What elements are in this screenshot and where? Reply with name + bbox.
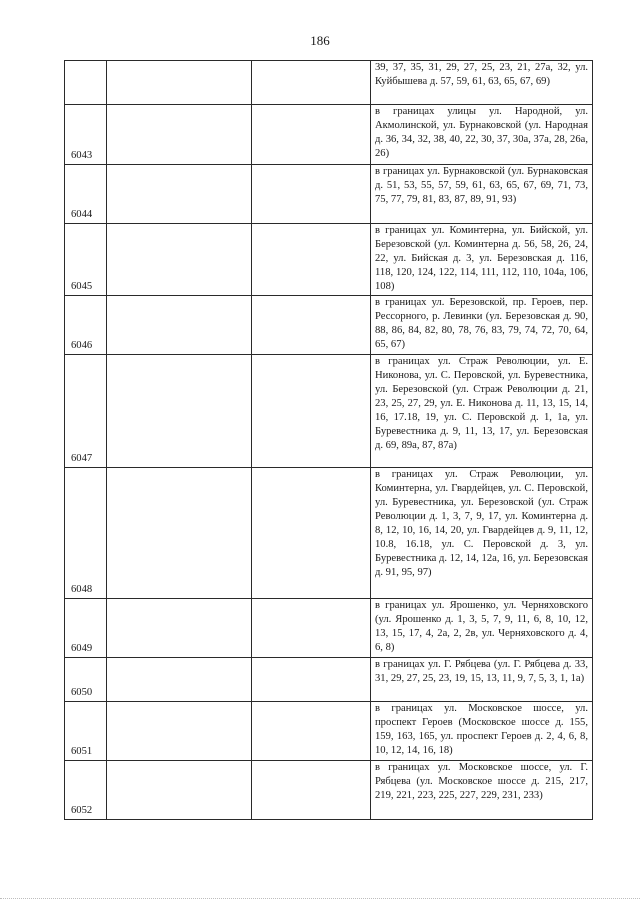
station-number-cell: 6050 bbox=[65, 658, 107, 702]
table-body bbox=[65, 61, 593, 820]
empty-cell bbox=[107, 105, 252, 165]
empty-cell bbox=[107, 599, 252, 658]
empty-cell bbox=[252, 296, 371, 355]
empty-cell bbox=[252, 355, 371, 468]
station-number-cell: 6052 bbox=[65, 761, 107, 820]
boundary-description-cell: в границах ул. Бурнаковской (ул. Бурнаковская д. 51, 53, 55, 57, 59, 61, 63, 65, 67, 69, 71, 73, 75, 77, 79, 81, 83, 87, 89, 91, 93) bbox=[371, 165, 593, 224]
empty-cell bbox=[107, 165, 252, 224]
empty-cell bbox=[107, 355, 252, 468]
empty-cell bbox=[252, 224, 371, 296]
boundary-description-cell: в границах ул. Страж Революции, ул. Е. Никонова, ул. С. Перовской, ул. Буревестника, ул. Березовской (ул. Страж Революции д. 21, 23, 25, 27, 29, ул. Е. Никонова д. 11, 13, 15, 14, 16, 17.18, 19, ул. С. Перовской д. 1, 1а, ул. Буревестника д. 9, 11, 13, 17, ул. Березовская д. 69, 89а, 87, 87а) bbox=[371, 355, 593, 468]
empty-cell bbox=[252, 468, 371, 599]
boundary-description-cell: в границах ул. Ярошенко, ул. Черняховского (ул. Ярошенко д. 1, 3, 5, 7, 9, 11, 6, 8, 10, 12, 13, 15, 17, 4, 2а, 2, 2в, ул. Черняховского д. 4, 6, 8) bbox=[371, 599, 593, 658]
station-number-cell: 6049 bbox=[65, 599, 107, 658]
empty-cell bbox=[252, 702, 371, 761]
table-row bbox=[65, 702, 593, 761]
table-row bbox=[65, 468, 593, 599]
scan-edge-line bbox=[0, 898, 640, 899]
empty-cell bbox=[107, 761, 252, 820]
station-number-cell: 6044 bbox=[65, 165, 107, 224]
station-number-cell: 6043 bbox=[65, 105, 107, 165]
empty-cell bbox=[252, 658, 371, 702]
table-row bbox=[65, 224, 593, 296]
boundary-description-cell: 39, 37, 35, 31, 29, 27, 25, 23, 21, 27а, 32, ул. Куйбышева д. 57, 59, 61, 63, 65, 67, 69) bbox=[371, 61, 593, 105]
boundary-description-cell: в границах ул. Московское шоссе, ул. Г. Рябцева (ул. Московское шоссе д. 215, 217, 219, 221, 223, 225, 227, 229, 231, 233) bbox=[371, 761, 593, 820]
empty-cell bbox=[252, 165, 371, 224]
empty-cell bbox=[252, 105, 371, 165]
empty-cell bbox=[252, 761, 371, 820]
empty-cell bbox=[107, 61, 252, 105]
boundary-description-cell: в границах ул. Страж Революции, ул. Коминтерна, ул. Гвардейцев, ул. С. Перовской, ул. Буревестника, ул. Березовской (ул. Страж Революции д. 1, 3, 7, 9, 17, ул. Коминтерна д. 8, 12, 10, 16, 14, 20, ул. Гвардейцев д. 9, 11, 12, 10.8, 16.18, ул. С. Перовской д. 3, ул. Буревестника д. 12, 14, 12а, 16, ул. Березовская д. 91, 95, 97) bbox=[371, 468, 593, 599]
table-row bbox=[65, 658, 593, 702]
empty-cell bbox=[107, 468, 252, 599]
boundary-description-cell: в границах ул. Г. Рябцева (ул. Г. Рябцева д. 33, 31, 29, 27, 25, 23, 19, 15, 13, 11, 9, 7, 5, 3, 1, 1а) bbox=[371, 658, 593, 702]
page-number: 186 bbox=[310, 33, 330, 48]
polling-stations-table bbox=[64, 60, 593, 820]
table-row bbox=[65, 165, 593, 224]
boundary-description-cell: в границах улицы ул. Народной, ул. Акмолинской, ул. Бурнаковской (ул. Народная д. 36, 34, 32, 38, 40, 22, 30, 37, 30а, 37а, 28, 26а, 26) bbox=[371, 105, 593, 165]
empty-cell bbox=[107, 224, 252, 296]
station-number-cell bbox=[65, 61, 107, 105]
station-number-cell: 6045 bbox=[65, 224, 107, 296]
table-row bbox=[65, 105, 593, 165]
station-number-cell: 6051 bbox=[65, 702, 107, 761]
empty-cell bbox=[107, 658, 252, 702]
table-row bbox=[65, 296, 593, 355]
empty-cell bbox=[252, 61, 371, 105]
boundary-description-cell: в границах ул. Березовской, пр. Героев, пер. Рессорного, р. Левинки (ул. Березовская д. 90, 88, 86, 84, 82, 80, 78, 76, 83, 79, 74, 72, 70, 64, 65, 67) bbox=[371, 296, 593, 355]
table-row bbox=[65, 355, 593, 468]
empty-cell bbox=[252, 599, 371, 658]
empty-cell bbox=[107, 296, 252, 355]
station-number-cell: 6046 bbox=[65, 296, 107, 355]
table-row bbox=[65, 599, 593, 658]
empty-cell bbox=[107, 702, 252, 761]
boundary-description-cell: в границах ул. Московское шоссе, ул. проспект Героев (Московское шоссе д. 155, 159, 163, 165, ул. проспект Героев д. 2, 4, 6, 8, 10, 12, 14, 16, 18) bbox=[371, 702, 593, 761]
station-number-cell: 6048 bbox=[65, 468, 107, 599]
table-row bbox=[65, 61, 593, 105]
station-number-cell: 6047 bbox=[65, 355, 107, 468]
table-row bbox=[65, 761, 593, 820]
boundary-description-cell: в границах ул. Коминтерна, ул. Бийской, ул. Березовской (ул. Коминтерна д. 56, 58, 26, 24, 22, ул. Бийская д. 3, ул. Березовская д. 116, 118, 120, 124, 122, 114, 111, 112, 110, 104а, 106, 108) bbox=[371, 224, 593, 296]
